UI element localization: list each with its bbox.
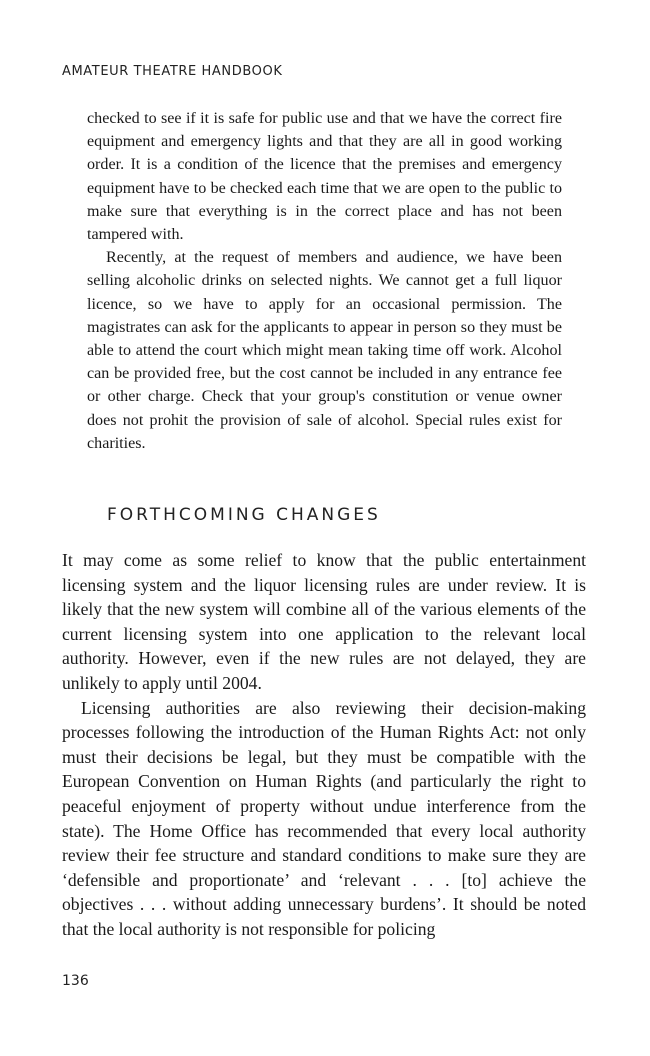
inset-text-block [87,107,562,455]
body-paragraph: Licensing authorities are also reviewing their decision-making processes following the introduction of the Human Rights Act: not only must their decisions be legal, but they must be compatible with the European Convention on Human Rights (and particularly the right to peaceful enjoyment of property without undue interference from the state). The Home Office has recommended that every local authority review their fee structure and standard conditions to make sure they are ‘defensible and proportionate’ and ‘relevant . . . [to] achieve the objectives . . . without adding unnecessary burdens’. It should be noted that the local authority is not responsible for policing [62,697,586,939]
main-text-block [62,548,586,942]
running-head: AMATEUR THEATRE HANDBOOK [62,64,283,79]
body-paragraph: It may come as some relief to know that the public entertainment licensing system and the liquor licensing rules are under review. It is likely that the new system will combine all of the various elements of the current licensing system into one application to the relevant local authority. However, even if the new rules are not delayed, they are unlikely to apply until 2004. [62,550,586,693]
inset-paragraph: Recently, at the request of members and audience, we have been selling alcoholic drinks on selected nights. We cannot get a full liquor licence, so we have to apply for an occasional permission. The magistrates can ask for the applicants to appear in person so they must be able to attend the court which might mean taking time off work. Alcohol can be provided free, but the cost cannot be included in any entrance fee or other charge. Check that your group's constitution or venue owner does not prohit the provision of sale of alcohol. Special rules exist for charities. [87,249,562,452]
inset-paragraph: checked to see if it is safe for public use and that we have the correct fire equipment and emergency lights and that they are all in good working order. It is a condition of the licence that the premises and emergency equipment have to be checked each time that we are open to the public to make sure that everything is in the correct place and has not been tampered with. [87,110,562,244]
section-heading: FORTHCOMING CHANGES [107,505,381,525]
page-number: 136 [62,973,89,989]
